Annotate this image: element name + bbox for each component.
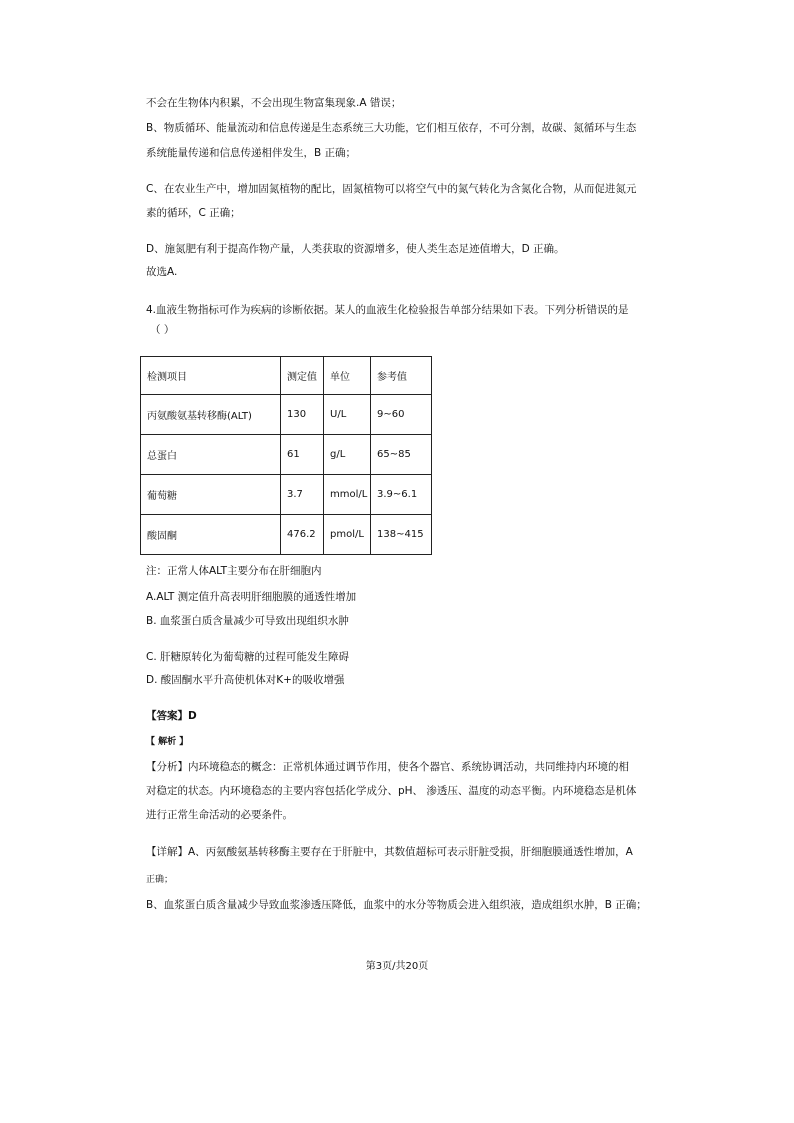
table-cell: 9~60 xyxy=(371,395,432,435)
table-header-cell: 单位 xyxy=(324,357,371,395)
text-line: 不会在生物体内积累，不会出现生物富集现象.A 错误； xyxy=(146,97,402,109)
table-cell: 61 xyxy=(281,435,324,475)
table-note: 注：正常人体ALT主要分布在肝细胞内 xyxy=(146,565,322,577)
table-cell: mmol/L xyxy=(324,475,371,515)
answer-blank: （ ） xyxy=(150,324,175,336)
explanation-text: B、血浆蛋白质含量减少导致血浆渗透压降低，血浆中的水分等物质会进入组织液，造成组织水肿，B 正确； xyxy=(146,899,647,911)
analysis-text: 进行正常生命活动的必要条件。 xyxy=(146,809,293,821)
option-c: C. 肝糖原转化为葡萄糖的过程可能发生障碍 xyxy=(146,651,350,663)
text-line: 素的循环，C 正确； xyxy=(146,207,241,219)
table-row xyxy=(141,475,432,515)
explanation-text: 【详解】A、丙氨酸氨基转移酶主要存在于肝脏中，其数值超标可表示肝脏受损，肝细胞膜通透性增加，A xyxy=(146,846,633,858)
option-b: B. 血浆蛋白质含量减少可导致出现组织水肿 xyxy=(146,615,349,627)
table-row xyxy=(141,395,432,435)
text-line: 系统能量传递和信息传递相伴发生，B 正确； xyxy=(146,147,357,159)
page-number: 第3页/共20页 xyxy=(365,961,429,972)
explanation-text: 正确； xyxy=(146,875,174,885)
text-line: B、物质循环、能量流动和信息传递是生态系统三大功能，它们相互依存，不可分割，故碳、氮循环与生态 xyxy=(146,122,637,134)
option-d: D. 酸固酮水平升高使机体对K+的吸收增强 xyxy=(146,674,345,686)
table-cell: 3.7 xyxy=(281,475,324,515)
table-cell: 总蛋白 xyxy=(141,435,281,475)
table-row xyxy=(141,515,432,555)
analysis-label: 【 解析 】 xyxy=(146,737,189,747)
answer-label: 【答案】D xyxy=(146,710,197,722)
table-cell: 酸固酮 xyxy=(141,515,281,555)
text-line: 故选A. xyxy=(146,266,178,278)
table-cell: 丙氨酸氨基转移酶(ALT) xyxy=(141,395,281,435)
table-cell: 葡萄糖 xyxy=(141,475,281,515)
option-a: A.ALT 测定值升高表明肝细胞膜的通透性增加 xyxy=(146,591,357,603)
table-cell: 476.2 xyxy=(281,515,324,555)
table-header-cell: 测定值 xyxy=(281,357,324,395)
analysis-text: 【分析】内环境稳态的概念：正常机体通过调节作用，使各个器官、系统协调活动，共同维持内环境的相 xyxy=(146,761,629,773)
text-line: D、施氮肥有利于提高作物产量，人类获取的资源增多，使人类生态足迹值增大，D 正确。 xyxy=(146,243,565,255)
table-header-row xyxy=(141,357,432,395)
table-header-cell: 检测项目 xyxy=(141,357,281,395)
blood-test-table xyxy=(140,356,432,555)
analysis-text: 对稳定的状态。内环境稳态的主要内容包括化学成分、pH、 渗透压、温度的动态平衡。内环境稳态是机体 xyxy=(146,785,637,797)
table-header-cell: 参考值 xyxy=(371,357,432,395)
question-4-stem: 4.血液生物指标可作为疾病的诊断依据。某人的血液生化检验报告单部分结果如下表。下列分析错误的是 xyxy=(146,304,629,316)
table-cell: pmol/L xyxy=(324,515,371,555)
table-cell: 3.9~6.1 xyxy=(371,475,432,515)
table-cell: 65~85 xyxy=(371,435,432,475)
table-cell: 138~415 xyxy=(371,515,432,555)
table-cell: U/L xyxy=(324,395,371,435)
table-row xyxy=(141,435,432,475)
table-cell: g/L xyxy=(324,435,371,475)
table-cell: 130 xyxy=(281,395,324,435)
text-line: C、在农业生产中，增加固氮植物的配比，固氮植物可以将空气中的氮气转化为含氮化合物，从而促进氮元 xyxy=(146,183,637,195)
